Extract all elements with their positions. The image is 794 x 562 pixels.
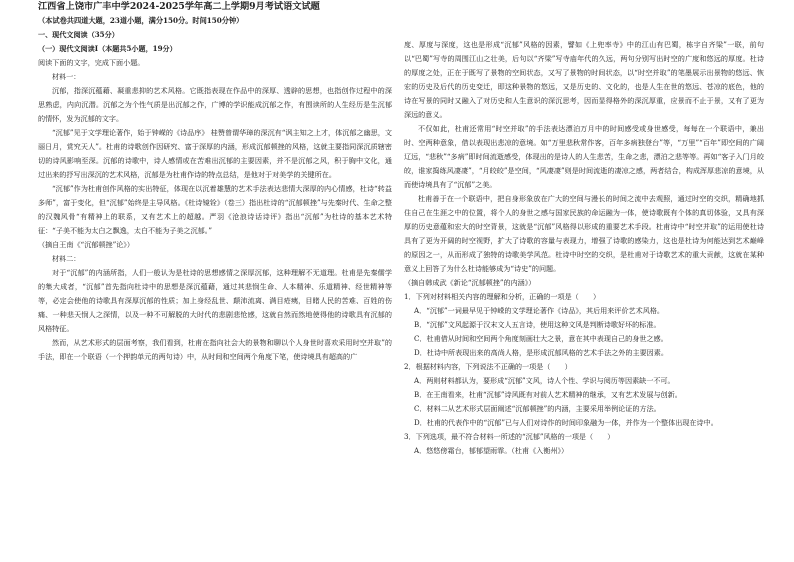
left-column [38,0,392,364]
paragraph: 对于“沉郁”的内涵所指，人们一般认为是杜诗的思想感情之深厚沉郁，这种理解不无道理。杜甫是先秦儒学的集大成者，“沉郁”首先指向杜诗中的思想是深沉蕴藉，通过其悲悯生命、人本精神、乐道精神、经世精神等等，必定会使他的诗歌具有深厚沉郁的性质；加上身经乱世、颠沛流离、满目疮痍，目睹人民的苦难、百姓的伤痛、一种悲天悯人之深情，以及一种不可解脱的大时代的悲剧悲怆感，这就自然而然地使得他的诗歌具有沉郁的风格特征。 [38,268,392,333]
answer-option: A．两则材料都认为，要形成“沉郁”文风，诗人个性、学识与阅历等因素缺一不可。 [414,376,675,385]
answer-option: A．悠悠傍霜台，郁郁望雨霏。（杜甫《入衡州》） [414,446,569,455]
exam-info: （本试卷共四道大题，23道小题，满分150分。时间150分钟） [38,16,244,25]
paragraph: 杜甫善于在一个联语中，把自身形象放在广大的空间与漫长的时间之流中去观照，通过时空的交织，精确地抓住自己在生涯之中的位置，将个人的身世之感与国家民族的命运融为一体，使诗歌既有个体的真切体验，又具有深厚的历史意蕴和宏大的时空背景，这就是“沉郁”风格得以形成的重要艺术手段。杜甫诗中“时空并取”的运用使杜诗具有了更为开阔的时空视野，扩大了诗歌的容量与表现力，增强了诗歌的感染力，这也是杜诗为何能达到艺术巅峰的原因之一，从而形成了独特的诗歌美学风范。杜诗中时空的交织，是杜甫对于诗歌艺术的重大贡献，这就在某种意义上回答了为什么杜诗能够成为“诗史”的问题。 [404,194,764,273]
paragraph: “沉郁”见于文学理论著作，始于钟嵘的《诗品序》 桂赞曾谓华璋的深沉有“讽主知之上才，体沉郁之幽思，文丽日月，赏究天人”。杜甫的诗歌创作因研究、富于深厚的内涵，形成沉郁顿挫的风格，这就主要指同深沉质辖密切的诗风影响至深。沉郁的诗歌中，诗人感情或在苦难出沉郁的主要因素，并不是沉郁之风，积于胸中文化，通过出来的抒写出深沉的艺术风格，沉郁是为杜甫作诗的特点总结，是他对于对美学的关键所在。 [38,128,392,179]
answer-option: B．“沉郁”文风起源于汉末文人五言诗，使用这种文风是判断诗歌好坏的标准。 [414,320,661,329]
answer-option: D．杜甫的代表作中的“沉郁”已与人们对诗作的时间印象融为一体，并作为一个整体出现在诗中。 [414,418,718,427]
answer-option: B．在王南看来，杜甫“沉郁”诗风既有对前人艺术精神的继承，又有艺术发展与创新。 [414,390,682,399]
question-stem: 2．根据材料内容，下列说法不正确的一项是（ ） [404,362,572,371]
answer-option: A．“沉郁”一词最早见于钟嵘的文学理论著作《诗品》，其后用来评价艺术风格。 [414,306,665,315]
question-stem: 3．下列选项，最不符合材料一所述的“沉郁”风格的一项是（ ） [404,432,615,441]
answer-option: C．材料二从艺术形式层面阐述“沉郁顿挫”的内涵，主要采用举例论证的方法。 [414,404,661,413]
source-citation: （摘自王南《“沉郁顿挫”论》） [38,240,134,249]
answer-option: C．杜甫借从时间和空间两个角度刻画壮大之景，意在其中表现自己的身世之感。 [414,334,668,343]
section-heading: 一、现代文阅读（35分） [38,30,119,39]
source-citation: （摘自韩成武《新论“沉郁顿挫”的内涵》） [404,278,536,287]
paragraph: 然而，从艺术形式的层面考察，我们看到，杜甫在指向社会大的景物和聊以个人身世时喜欢采用时空并取”的手法，即在一个联语（一个押韵单元的两句诗）中，从时间和空间两个角度下笔，使诗境具有超高的广 [38,338,392,361]
paragraph: 不仅如此，杜甫还常用“时空并取”的手法表达漂泊万月中的时间感受或身世感受，每每在一个联语中，兼出时、空两种意象，借以表现出悲凉的意境。如“万里悲秋常作客，百年多病独登台”等，“万里”“百年”即空间的广阔辽远，“悲秋”“多病”即时间流逝感受，体现出的是诗人的人生悲苦，生命之悲，漂泊之悲等等。再如“客子入门月皎皎，谁家捣练风凄凄”，“月皎皎”是空间，“风凄凄”则是时间流逝的凄凉之感，两者结合，构成浑厚悲凉的意境，从而使诗境具有了“沉郁”之美。 [404,124,764,189]
sub-heading: （一）现代文阅读Ⅰ（本题共5小题，19分） [38,44,177,53]
instruction: 阅读下面的文字，完成下面小题。 [38,58,145,67]
right-column [404,38,764,458]
paragraph: “沉郁”作为杜甫创作风格的实出特征，体现在以沉着雄慧的艺术手法表达悲情大深厚的内心情感，杜诗“转益多师”，富于变化，但“沉郁”始终是主导风格。《杜诗镜铨》（卷三）指出杜诗的“沉郁顿挫”与先秦时代、生命之整的汉魏风骨“有精神上的联系，又有艺术上的超越。严羽《沧浪诗话诗评》指出“沉郁”为杜诗的基本艺术特征：“子美不能为太白之飘逸，太白不能为子美之沉郁。” [38,184,392,235]
paragraph: 度、厚度与深度，这也是形成“沉郁”风格的因素，譬如《上兜率寺》中的江山有巴蜀，栋宇自齐梁”一联，前句以“巴蜀”写寺的周围江山之壮美，后句以“齐梁”写寺庙年代的久远，两句分别写出时空的广度和悠远的厚度。杜诗的厚度之处，正在于既写了景物的空间状态，又写了景物的时间状态，以“时空并取”的笔墨展示出景物的悠远、恢宏的历史及后代的历史变迁，即这种景物的悠远，又是历史的、文化的，也是人生在世的悠远、苍凉的底色，他的诗在写景的同时又融入了对历史和人生意识的深沉思考，因而显得格外的深沉厚重，应景而不止于景，又有了更为深远的意义。 [404,40,764,119]
paragraph: 沉郁，指深沉蕴藉、凝重悲抑的艺术风格。它既指表现在作品中的深厚、透辟的思想，也指创作过程中的深思熟虑，内向沉潜。沉郁之为个性气质是出沉郁之作，广博的学识能成沉郁之作，有围读所的人生经历是生沉郁的情怀，发为沉郁的文字。 [38,86,392,123]
material-label: 材料二： [52,254,81,263]
answer-option: D．杜诗中所表现出来的高尚人格，是形成沉郁风格的艺术手法之外的主要因素。 [414,348,668,357]
question-stem: 1．下列对材料相关内容的理解和分析，正确的一项是（ ） [404,292,601,301]
exam-title: 江西省上饶市广丰中学2024-2025学年高二上学期9月考试语文试题 [38,1,320,12]
material-label: 材料一： [52,72,81,81]
